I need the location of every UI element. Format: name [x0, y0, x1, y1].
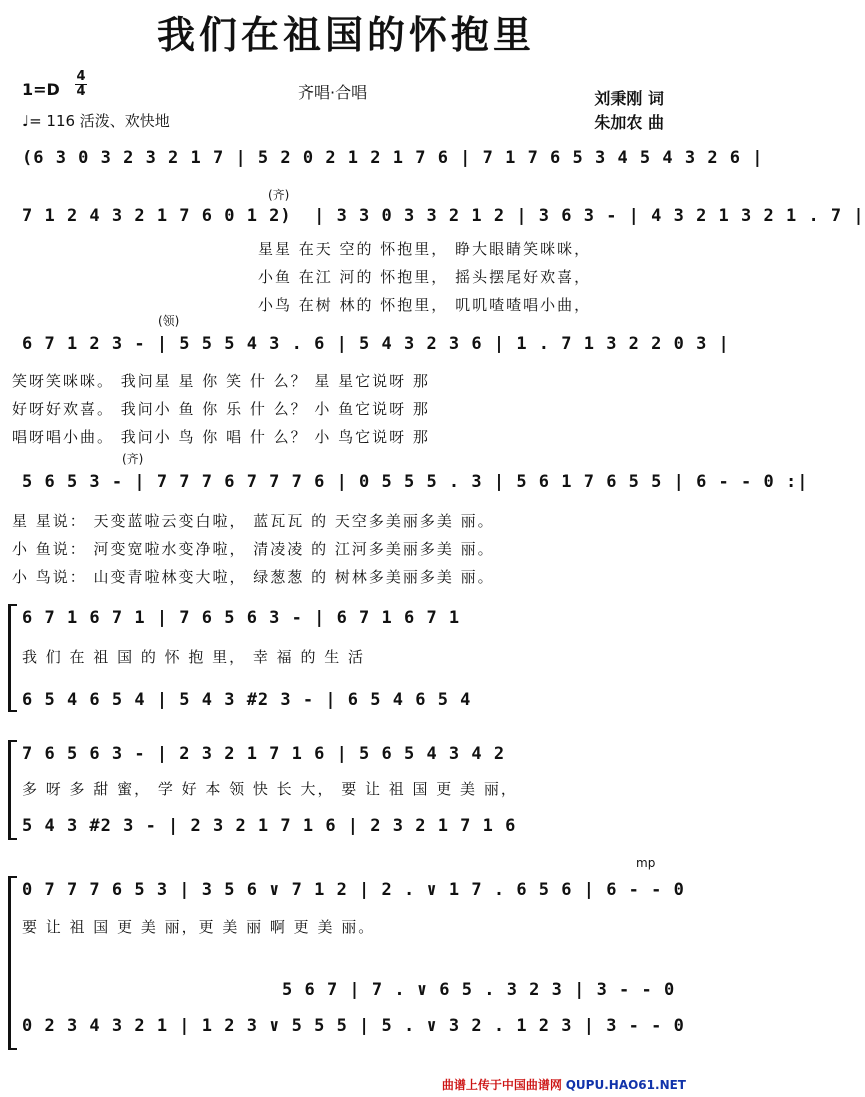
- site-watermark: [442, 1076, 686, 1093]
- notation-line: 7 1 2 4 3 2 1 7 6 0 1 2) | 3 3 0 3 3 2 1 2 | 3 6 3 - | 4 3 2 1 3 2 1 . 7 |: [22, 206, 865, 226]
- lyric-verse-2: 小鱼 在江 河的 怀抱里， 摇头摆尾好欢喜，: [258, 268, 592, 286]
- performance-mode: 齐唱·合唱: [298, 83, 368, 102]
- time-sig-top: 4: [76, 69, 86, 84]
- dynamic-mark: mp: [636, 856, 656, 870]
- notation-upper: 0 7 7 7 6 5 3 | 3 5 6 ∨ 7 1 2 | 2 . ∨ 1 7 . 6 5 6 | 6 - - 0: [22, 880, 685, 900]
- lyric-verse-3: 小 鸟说： 山变青啦林变大啦， 绿葱葱 的 树林多美丽多美 丽。: [12, 568, 495, 586]
- time-signature: [74, 70, 88, 99]
- notation-lower: 6 5 4 6 5 4 | 5 4 3 #2 3 - | 6 5 4 6 5 4: [22, 690, 472, 710]
- lyric-verse-3: 小鸟 在树 林的 怀抱里， 叽叽喳喳唱小曲，: [258, 296, 592, 314]
- lyric-verse-3: 唱呀唱小曲。 我问小 鸟 你 唱 什 么？ 小 鸟它说呀 那: [12, 428, 430, 446]
- solo-mark: (领): [158, 314, 180, 328]
- page-title: 我们在祖国的怀抱里: [156, 13, 535, 57]
- notation-upper: 7 6 5 6 3 - | 2 3 2 1 7 1 6 | 5 6 5 4 3 4 2: [22, 744, 506, 764]
- lyric-line: 要 让 祖 国 更 美 丽，更 美 丽 啊 更 美 丽。: [22, 918, 376, 936]
- watermark-url: QUPU.HAO61.NET: [565, 1078, 686, 1092]
- notation-line: 5 6 5 3 - | 7 7 7 6 7 7 7 6 | 0 5 5 5 . 3 | 5 6 1 7 6 5 5 | 6 - - 0 :|: [22, 472, 809, 492]
- lyric-verse-2: 小 鱼说： 河变宽啦水变净啦， 清凌凌 的 江河多美丽多美 丽。: [12, 540, 495, 558]
- part-bracket: [8, 740, 17, 840]
- lyric-line: 我 们 在 祖 国 的 怀 抱 里， 幸 福 的 生 活: [22, 648, 365, 666]
- lyric-line: 多 呀 多 甜 蜜， 学 好 本 领 快 长 大， 要 让 祖 国 更 美 丽，: [22, 780, 518, 798]
- lyric-verse-2: 好呀好欢喜。 我问小 鱼 你 乐 什 么？ 小 鱼它说呀 那: [12, 400, 430, 418]
- tempo-marking: ♩= 116 活泼、欢快地: [22, 112, 170, 130]
- composer-credit: 朱加农 曲: [594, 113, 664, 132]
- lyric-verse-1: 笑呀笑咪咪。 我问星 星 你 笑 什 么？ 星 星它说呀 那: [12, 372, 430, 390]
- unison-mark: (齐): [122, 452, 144, 466]
- key-signature: 1=D: [22, 80, 60, 99]
- time-sig-bottom: 4: [76, 84, 86, 99]
- lyric-verse-1: 星星 在天 空的 怀抱里， 睁大眼睛笑咪咪，: [258, 240, 592, 258]
- unison-mark: (齐): [268, 188, 290, 202]
- notation-middle: 5 6 7 | 7 . ∨ 6 5 . 3 2 3 | 3 - - 0: [282, 980, 676, 1000]
- watermark-text: 曲谱上传于中国曲谱网: [441, 1078, 562, 1092]
- lyric-verse-1: 星 星说： 天变蓝啦云变白啦， 蓝瓦瓦 的 天空多美丽多美 丽。: [12, 512, 495, 530]
- notation-line: (6 3 0 3 2 3 2 1 7 | 5 2 0 2 1 2 1 7 6 | 7 1 7 6 5 3 4 5 4 3 2 6 |: [22, 148, 764, 168]
- lyricist-credit: 刘秉刚 词: [594, 89, 664, 108]
- notation-lower: 5 4 3 #2 3 - | 2 3 2 1 7 1 6 | 2 3 2 1 7 1 6: [22, 816, 517, 836]
- part-bracket: [8, 604, 17, 712]
- notation-upper: 6 7 1 6 7 1 | 7 6 5 6 3 - | 6 7 1 6 7 1: [22, 608, 461, 628]
- notation-line: 6 7 1 2 3 - | 5 5 5 4 3 . 6 | 5 4 3 2 3 6 | 1 . 7 1 3 2 2 0 3 |: [22, 334, 730, 354]
- part-bracket: [8, 876, 17, 1050]
- notation-lower: 0 2 3 4 3 2 1 | 1 2 3 ∨ 5 5 5 | 5 . ∨ 3 2 . 1 2 3 | 3 - - 0: [22, 1016, 685, 1036]
